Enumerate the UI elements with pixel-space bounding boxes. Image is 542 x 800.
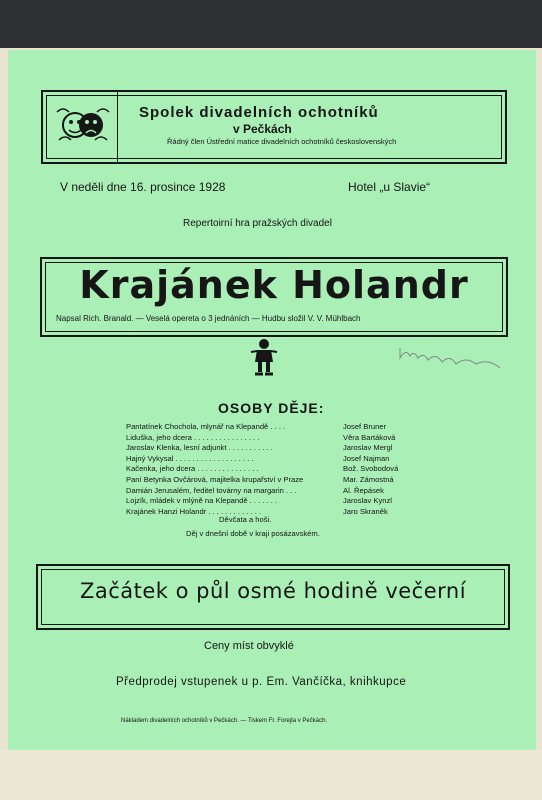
cast-actor: Josef Bruner	[343, 422, 387, 431]
cast-actor: Al. Řepásek	[343, 485, 384, 495]
pencil-signature-icon	[396, 340, 516, 370]
cast-role: Krajánek Hanzi Holandr . . . . . . . . . . . . .	[126, 506, 262, 516]
cast-extras: Děvčata a hoši.	[219, 515, 272, 524]
performance-date: V neděli dne 16. prosince 1928	[60, 180, 226, 194]
society-header-box	[41, 90, 507, 164]
start-time: Začátek o půl osmé hodině večerní	[79, 579, 467, 603]
theatre-masks-icon	[55, 104, 111, 144]
background-bottom	[0, 750, 542, 800]
repertoire-note: Repertoirní hra pražských divadel	[183, 218, 332, 229]
cast-role: Lojzík, mládek v mlýně na Klepandě . . . . . . .	[126, 496, 278, 506]
dutch-boy-icon	[249, 338, 279, 378]
play-credits: Napsal Rich. Branald. — Veselá opereta o 3 jednáních — Hudbu složil V. V. Mühlbach	[56, 314, 361, 323]
cast-actor: Mar. Zámostná	[343, 475, 394, 484]
play-title: Krajánek Holandr	[79, 263, 469, 307]
venue: Hotel „u Slavie“	[348, 180, 431, 194]
cast-setting: Děj v dnešní době v kraji posázavském.	[186, 529, 320, 538]
play-title-box	[40, 257, 508, 337]
cast-actor: Jaro Skraněk	[343, 506, 388, 516]
presale-info: Předprodej vstupenek u p. Em. Vančíčka, knihkupce	[116, 676, 407, 688]
cast-actor: Bož. Svobodová	[343, 464, 399, 474]
ticket-prices: Ceny míst obvyklé	[204, 640, 294, 652]
society-name: Spolek divadelních ochotníků	[139, 104, 379, 121]
poster-sheet	[8, 50, 536, 750]
cast-role: Jaroslav Klenka, lesní adjunkt . . . . . . . . . . .	[126, 443, 273, 453]
printer-imprint: Nákladem divadelních ochotníků v Pečkách. — Tiskem Fr. Forejta v Pečkách.	[121, 718, 328, 724]
cast-actor: Josef Najman	[343, 453, 390, 463]
cast-role: Hajný Vykysal . . . . . . . . . . . . . . . . . . .	[126, 453, 254, 463]
cast-actor: Věra Bartáková	[343, 432, 396, 442]
cast-actor: Jaroslav Kynzl	[343, 496, 392, 506]
cast-actor: Jaroslav Mergl	[343, 443, 393, 453]
cast-role: Liduška, jeho dcera . . . . . . . . . . . . . . . .	[126, 432, 260, 442]
cast-heading: OSOBY DĚJE:	[218, 400, 325, 416]
cast-role: Paní Betynka Ovčárová, majitelka krupařství v Praze	[126, 475, 304, 484]
cast-role: Damián Jerusalém, ředitel továrny na margarin . . .	[126, 485, 297, 495]
society-place: v Pečkách	[233, 122, 292, 136]
cast-role: Pantatínek Chochola, mlynář na Klepandě . . . .	[126, 422, 286, 431]
background-top-strip	[0, 0, 542, 48]
society-membership: Řádný člen Ústřední matice divadelních ochotníků československých	[167, 137, 397, 146]
start-time-box	[36, 564, 510, 630]
cast-role: Kačenka, jeho dcera . . . . . . . . . . . . . . .	[126, 464, 259, 474]
